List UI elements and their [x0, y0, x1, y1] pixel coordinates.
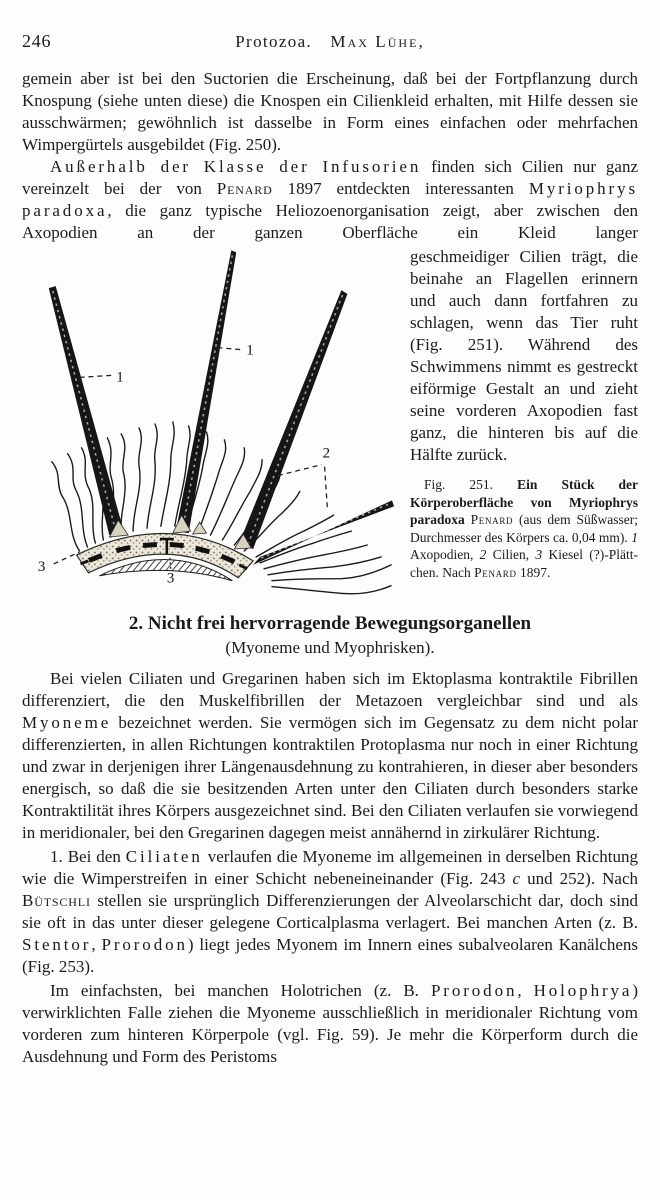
text-run: Fig. 251. — [424, 477, 518, 492]
axopodium-middle — [176, 250, 237, 533]
axopodium-right — [239, 290, 347, 549]
page-header — [22, 30, 638, 54]
paragraph-ciliaten — [22, 846, 638, 978]
text-run: 1897 entdeckten interessanten — [272, 179, 529, 198]
text-run: und 252). Nach — [520, 869, 638, 888]
figure-illustration-myriophrys — [22, 246, 394, 598]
paragraph-suctorien: gemein aber ist bei den Suctorien die Erscheinung, daß bei der Fortpflanzung durch Knospung (siehe unten diese) die Knospen ein Cilienkleid erhalten, mit Hilfe dessen sie ausschwärmen; gewöhnlich ist dasselbe in Form eines einfachen oder mehrfachen Wimpergürtels ausgebildet (Fig. 250). — [22, 69, 638, 154]
text-run: 1. Bei den — [50, 847, 126, 866]
paragraph-infusorien-intro — [22, 156, 638, 244]
text-run: , — [517, 981, 534, 1000]
text-run: , die ganz typische Heliozoenorganisation zeigt, aber zwischen den Axopodien an der ganzen Oberfläche ein Kleid langer — [22, 201, 638, 242]
text-run: verlaufen die Myoneme im allgemeinen in derselben Richtung wie die Wimperstreifen in einer Schicht nebeneineinander (Fig. 243 — [22, 847, 638, 888]
text-run: stellen sie ursprünglich Differenzierungen der Alveolarschicht dar, doch sind sie oft in das unter dieser gelegene Corticalplasma verlagert. Bei manchen Arten (z. B. — [22, 891, 638, 932]
text-run: Myoneme — [22, 713, 112, 732]
text-run: Cilien, — [486, 547, 536, 562]
text-run: Stentor — [22, 935, 92, 954]
text-run: 3 — [535, 547, 543, 562]
text-run: Holophrya — [533, 981, 633, 1000]
label-axopodien-left: 1 — [116, 369, 124, 386]
text-run: 2 — [479, 547, 487, 562]
leader-1-left — [80, 375, 112, 377]
running-head-author: Max Lühe, — [330, 32, 425, 51]
paragraph-myoneme — [22, 668, 638, 844]
figure-row — [22, 246, 638, 604]
text-run: Bütschli — [22, 891, 91, 910]
text-run: (aus dem Süßwasser; Durchmesser des Körpers ca. 0,04 mm). — [410, 512, 638, 545]
figure-caption — [410, 476, 638, 581]
running-head — [102, 31, 558, 53]
text-run: , — [91, 935, 102, 954]
paragraph-holotrichen — [22, 980, 638, 1068]
text-run: Ein Stück der Körperoberfläche von Myriophrys paradoxa — [410, 477, 638, 527]
paragraph-infusorien-wrapped: geschmeidiger Cilien trägt, die beinahe an Flagellen erinnern und auch dann fortfahren zu schlagen, wenn das Tier ruht (Fig. 251). Während des Schwimmens nimmt es gestreckt eiförmige Gestalt an und zieht seine vorderen Axopodien fast ganz, die hinteren bis auf die Hälfte zurück. — [410, 247, 638, 464]
text-run: 1 — [631, 529, 638, 545]
label-cilien: 2 — [322, 445, 331, 462]
text-run: Prorodon — [101, 935, 188, 954]
page-number: 246 — [22, 31, 52, 51]
figure-251 — [22, 246, 394, 604]
section-subheading: (Myoneme und Myophrisken). — [225, 638, 435, 657]
text-run: Penard — [470, 512, 514, 527]
leader-2 — [278, 465, 328, 511]
section-heading: 2. Nicht frei hervorragende Bewegungsorganellen — [128, 613, 532, 634]
axopodium-left — [49, 286, 123, 535]
running-head-title: Protozoa. — [235, 32, 313, 51]
text-run: ) verwirklichten Falle ziehen die Myoneme ausschließlich in meridionaler Richtung vom vorderen zum hinteren Körperpole (vgl. Fig. 59). Je mehr die Körperform durch die Ausdehnung und Form des Peristoms — [22, 981, 639, 1066]
text-run: Penard — [216, 179, 273, 198]
text-run: 1897. — [516, 564, 551, 580]
label-axopodien-middle: 1 — [246, 342, 254, 359]
label-kiesel-left: 3 — [37, 558, 46, 575]
text-run: bezeichnet werden. Sie vermögen sich im Gegensatz zu dem nicht polar differenzierten, in allen Richtungen kontraktilen Protoplasma nur noch in einer Richtung und zwar in derjenigen ihrer Längenausdehnung zu kontrahieren, in dieser aber besonders energisch, so daß die sie besitzenden Arten unter den Ciliaten durch besonders starke Kontraktilität ihres Körpers ausgezeichnet sind. Bei den Ciliaten verlaufen sie vorwiegend in meridionaler, bei den Gregarinen dagegen meist annähernd in zirkulärer Richtung. — [22, 713, 638, 842]
text-run: Im einfachsten, bei manchen Holotrichen (z. B. — [50, 981, 431, 1000]
text-run: c — [512, 869, 521, 888]
label-kiesel-center: 3 — [166, 570, 175, 587]
text-run: Ciliaten — [125, 847, 203, 866]
text-run: Kiesel (?)-Plättchen. Nach — [410, 547, 638, 580]
text-run: Penard — [474, 564, 517, 580]
leader-3-left — [54, 552, 80, 564]
text-run: Außerhalb der Klasse der Infusorien — [50, 157, 422, 176]
text-run: Axopodien, — [410, 547, 480, 562]
leader-1-middle — [217, 348, 240, 350]
figure-side-column — [394, 246, 638, 604]
text-run: Prorodon — [430, 981, 518, 1000]
text-run: Bei vielen Ciliaten und Gregarinen haben sich im Ektoplasma kontraktile Fibrillen differenziert, die den Muskelfibrillen der Metazoen vergleichbar sind und als — [22, 669, 638, 710]
text-run: finden sich Cilien nur ganz vereinzelt bei der von — [22, 157, 638, 198]
text-run: Myriophrys paradoxa — [22, 179, 638, 220]
text-run: ) liegt jedes Myonem im Innern eines subalveolaren Kanälchens (Fig. 253). — [22, 935, 638, 976]
